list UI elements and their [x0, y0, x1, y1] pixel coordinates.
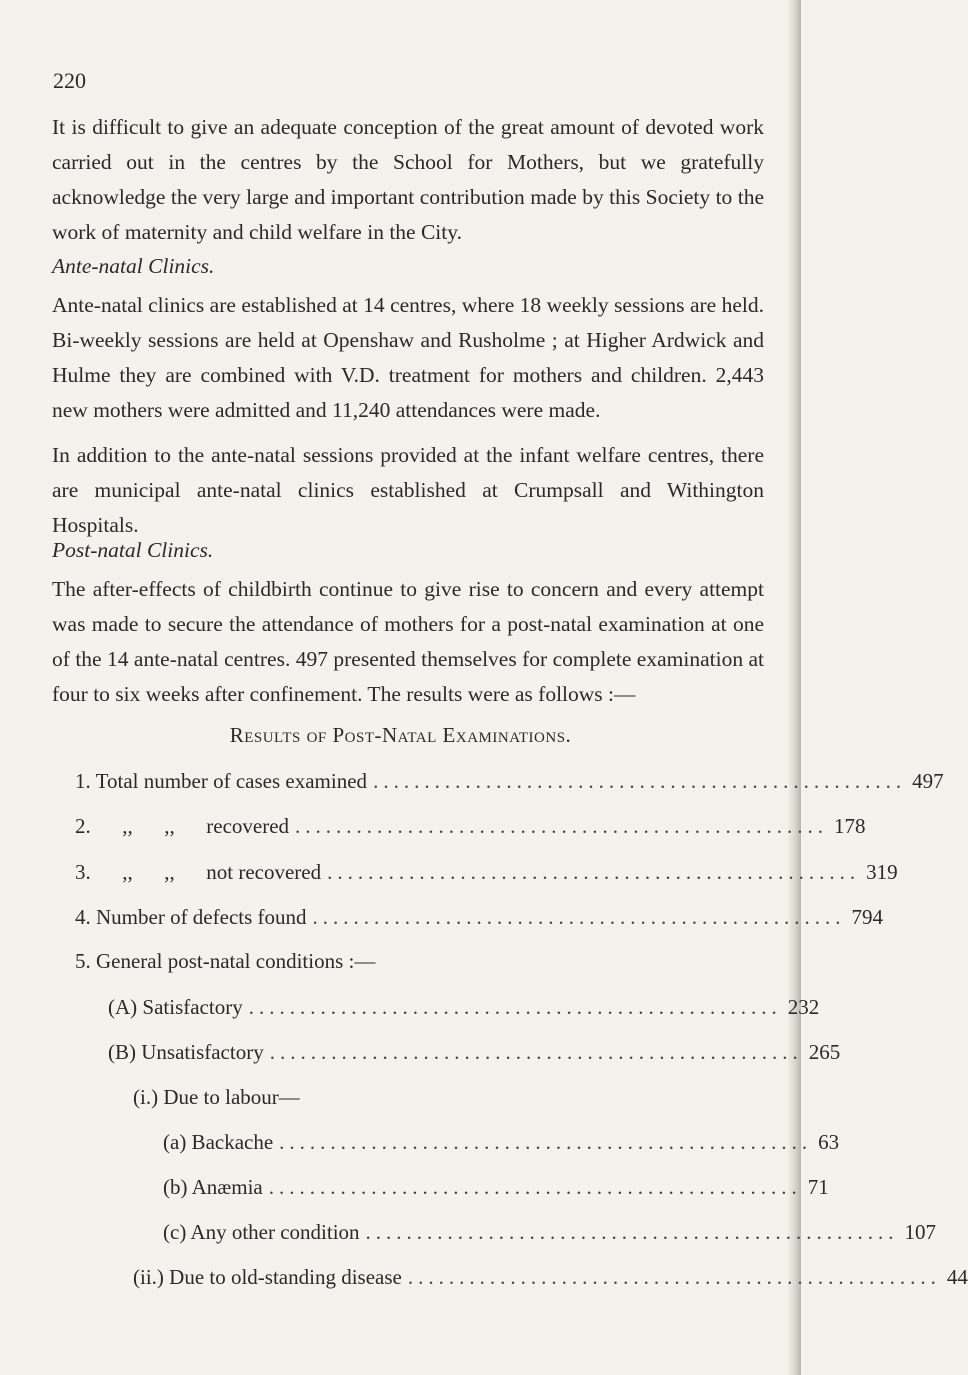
results-subheading: 5. General post-natal conditions :—: [75, 949, 376, 973]
results-table-title: Results of Post-Natal Examinations.: [229, 723, 572, 747]
row-label: (ii.) Due to old-standing disease: [133, 1265, 402, 1289]
leader-dots: ....................................................: [269, 1040, 803, 1064]
page-edge-shadow: [787, 0, 801, 1375]
leader-dots: ....................................................: [248, 995, 782, 1019]
antenatal-paragraph-1: Ante-natal clinics are established at 14 centres, where 18 weekly sessions are held. Bi-weekly sessions are held at Openshaw and Rusholme ; at Higher Ardwick and Hulme they are combined with V.D. treatment for mothers and children. 2,443 new mothers were admitted and 11,240 attendances were made.: [52, 293, 764, 422]
results-row: [108, 995, 820, 1025]
leader-dots: ....................................................: [279, 1130, 813, 1154]
leader-dots: ....................................................: [295, 814, 829, 838]
results-row: [163, 1130, 840, 1160]
row-label: (A) Satisfactory: [108, 995, 243, 1019]
row-value: 71: [807, 1175, 829, 1199]
results-row: [133, 1265, 968, 1295]
row-value: 794: [851, 905, 884, 929]
leader-dots: ....................................................: [365, 1220, 899, 1244]
row-label: 2. ,, ,, recovered: [75, 814, 290, 838]
leader-dots: ....................................................: [327, 860, 861, 884]
postnatal-paragraph-1: The after-effects of childbirth continue to give rise to concern and every attempt was made to secure the attendance of mothers for a post-natal examination at one of the 14 ante-natal centres. 497 presented themselves for complete examination at four to six weeks after confinement. The results were as follows :—: [52, 577, 764, 706]
row-value: 178: [834, 814, 866, 838]
results-row: [75, 769, 944, 799]
results-row: [75, 814, 866, 844]
antenatal-paragraph-2: In addition to the ante-natal sessions provided at the infant welfare centres, there are municipal ante-natal clinics established at Crumpsall and Withington Hospitals.: [52, 443, 764, 537]
results-row: [108, 1040, 841, 1070]
row-label: (b) Anæmia: [163, 1175, 263, 1199]
results-row: [163, 1220, 937, 1250]
antenatal-heading: Ante-natal Clinics.: [52, 254, 215, 278]
row-value: 319: [866, 860, 898, 884]
results-row: [75, 905, 884, 935]
leader-dots: ....................................................: [407, 1265, 941, 1289]
row-value: 107: [904, 1220, 937, 1244]
leader-dots: ....................................................: [373, 769, 907, 793]
row-label: 1. Total number of cases examined: [75, 769, 368, 793]
row-label: (c) Any other condition: [163, 1220, 360, 1244]
row-value: 497: [912, 769, 944, 793]
row-value: 63: [818, 1130, 840, 1154]
postnatal-heading: Post-natal Clinics.: [52, 538, 214, 562]
results-row: [75, 860, 898, 890]
row-label: (B) Unsatisfactory: [108, 1040, 264, 1064]
row-label: 3. ,, ,, not recovered: [75, 860, 322, 884]
row-label: 4. Number of defects found: [75, 905, 307, 929]
leader-dots: ....................................................: [268, 1175, 802, 1199]
row-value: 232: [787, 995, 820, 1019]
row-label: (a) Backache: [163, 1130, 274, 1154]
row-value: 265: [808, 1040, 841, 1064]
leader-dots: ....................................................: [312, 905, 846, 929]
results-subheading: (i.) Due to labour—: [133, 1085, 300, 1109]
intro-paragraph: It is difficult to give an adequate conception of the great amount of devoted work carried out in the centres by the School for Mothers, but we gratefully acknowledge the very large and important contribution made by this Society to the work of maternity and child welfare in the City.: [52, 115, 764, 244]
page-number: 220: [53, 68, 86, 93]
results-row: [163, 1175, 829, 1205]
row-value: 44: [946, 1265, 968, 1289]
